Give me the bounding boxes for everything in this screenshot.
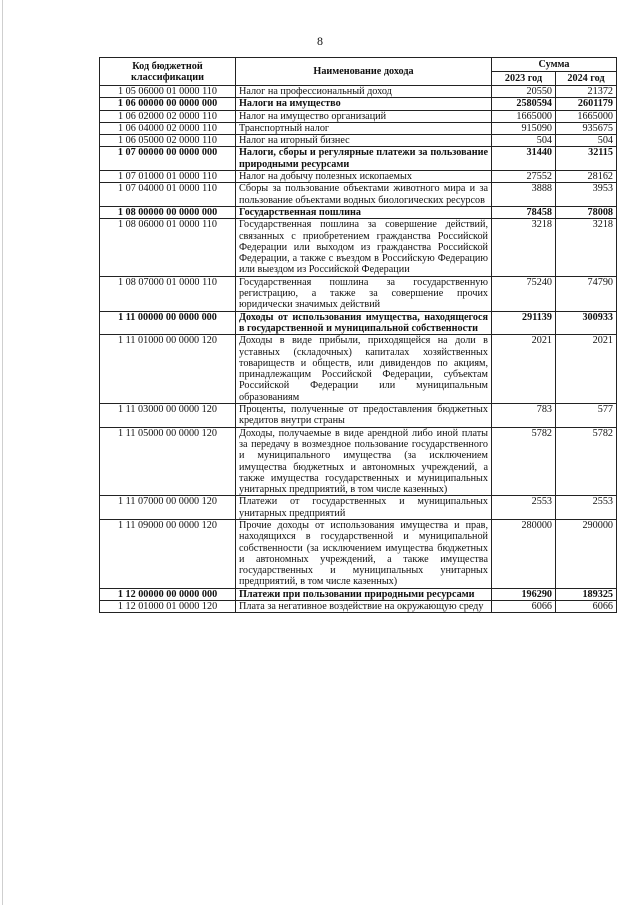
code-cell: 1 11 01000 00 0000 120 (100, 335, 236, 404)
table-row (100, 86, 617, 98)
amount-2023-cell: 2021 (492, 335, 556, 404)
name-cell: Налог на профессиональный доход (236, 86, 492, 98)
table-row (100, 122, 617, 134)
code-cell: 1 06 05000 02 0000 110 (100, 135, 236, 147)
table-row (100, 110, 617, 122)
amount-2023-cell: 27552 (492, 171, 556, 183)
name-cell: Налог на добычу полезных ископаемых (236, 171, 492, 183)
code-cell: 1 07 01000 01 0000 110 (100, 171, 236, 183)
amount-2024-cell: 21372 (556, 86, 617, 98)
amount-2024-cell: 78008 (556, 206, 617, 218)
table-row (100, 171, 617, 183)
name-cell: Государственная пошлина за государственную регистрацию, а также за совершение прочих юридически значимых действий (236, 276, 492, 311)
code-cell: 1 11 05000 00 0000 120 (100, 427, 236, 496)
name-cell: Налог на имущество организаций (236, 110, 492, 122)
amount-2024-cell: 32115 (556, 147, 617, 171)
header-name: Наименование дохода (236, 58, 492, 86)
code-cell: 1 11 07000 00 0000 120 (100, 496, 236, 520)
name-cell: Налог на игорный бизнес (236, 135, 492, 147)
amount-2023-cell: 5782 (492, 427, 556, 496)
table-row (100, 147, 617, 171)
amount-2023-cell: 2580594 (492, 98, 556, 110)
code-cell: 1 06 02000 02 0000 110 (100, 110, 236, 122)
code-cell: 1 12 01000 01 0000 120 (100, 601, 236, 613)
amount-2023-cell: 31440 (492, 147, 556, 171)
code-cell: 1 11 03000 00 0000 120 (100, 404, 236, 428)
page-number: 8 (317, 34, 323, 48)
code-cell: 1 12 00000 00 0000 000 (100, 588, 236, 600)
table-row (100, 135, 617, 147)
table-row (100, 276, 617, 311)
code-cell: 1 06 00000 00 0000 000 (100, 98, 236, 110)
scan-edge-line (2, 0, 3, 905)
table-row (100, 427, 617, 496)
name-cell: Государственная пошлина за совершение действий, связанных с приобретением гражданства Российской Федерации или выходом из гражданства Российской Федерации, а также с въездом в Российскую Федерацию или выездом из Российской Федерации (236, 219, 492, 276)
amount-2024-cell: 2601179 (556, 98, 617, 110)
amount-2023-cell: 1665000 (492, 110, 556, 122)
name-cell: Платежи от государственных и муниципальных унитарных предприятий (236, 496, 492, 520)
amount-2023-cell: 783 (492, 404, 556, 428)
amount-2023-cell: 3888 (492, 183, 556, 207)
amount-2024-cell: 935675 (556, 122, 617, 134)
amount-2024-cell: 3953 (556, 183, 617, 207)
amount-2024-cell: 189325 (556, 588, 617, 600)
name-cell: Налоги на имущество (236, 98, 492, 110)
name-cell: Налоги, сборы и регулярные платежи за пользование природными ресурсами (236, 147, 492, 171)
header-code: Код бюджетной классификации (100, 58, 236, 86)
amount-2023-cell: 504 (492, 135, 556, 147)
amount-2024-cell: 28162 (556, 171, 617, 183)
amount-2024-cell: 300933 (556, 311, 617, 335)
header-year-2023: 2023 год (492, 72, 556, 86)
amount-2023-cell: 2553 (492, 496, 556, 520)
table-row (100, 206, 617, 218)
amount-2024-cell: 2021 (556, 335, 617, 404)
name-cell: Сборы за пользование объектами животного мира и за пользование объектами водных биологических ресурсов (236, 183, 492, 207)
code-cell: 1 07 04000 01 0000 110 (100, 183, 236, 207)
code-cell: 1 08 06000 01 0000 110 (100, 219, 236, 276)
header-year-2024: 2024 год (556, 72, 617, 86)
name-cell: Государственная пошлина (236, 206, 492, 218)
header-sum: Сумма (492, 58, 617, 72)
name-cell: Прочие доходы от использования имущества и прав, находящихся в государственной и муниципальной собственности (за исключением имущества бюджетных и автономных учреждений, а также имущества государственных и муниципальных унитарных предприятий, в том числе казенных) (236, 519, 492, 588)
table-row (100, 335, 617, 404)
revenue-table (99, 57, 617, 613)
table-row (100, 588, 617, 600)
table-row (100, 496, 617, 520)
table-row (100, 183, 617, 207)
name-cell: Доходы, получаемые в виде арендной либо иной платы за передачу в возмездное пользование государственного и муниципального имущества (за исключением имущества бюджетных и автономных учреждений, а также имущества государственных и муниципальных унитарных предприятий, в том числе казенных) (236, 427, 492, 496)
name-cell: Проценты, полученные от предоставления бюджетных кредитов внутри страны (236, 404, 492, 428)
amount-2023-cell: 78458 (492, 206, 556, 218)
table-row (100, 601, 617, 613)
amount-2023-cell: 3218 (492, 219, 556, 276)
code-cell: 1 05 06000 01 0000 110 (100, 86, 236, 98)
amount-2024-cell: 6066 (556, 601, 617, 613)
code-cell: 1 08 07000 01 0000 110 (100, 276, 236, 311)
amount-2024-cell: 74790 (556, 276, 617, 311)
name-cell: Доходы в виде прибыли, приходящейся на доли в уставных (складочных) капиталах хозяйственных товариществ и обществ, или дивидендов по акциям, принадлежащим Российской Федерации, субъектам Российской Федерации или муниципальным образованиям (236, 335, 492, 404)
table-row (100, 311, 617, 335)
table-row (100, 519, 617, 588)
amount-2024-cell: 577 (556, 404, 617, 428)
amount-2024-cell: 5782 (556, 427, 617, 496)
code-cell: 1 06 04000 02 0000 110 (100, 122, 236, 134)
amount-2023-cell: 915090 (492, 122, 556, 134)
code-cell: 1 07 00000 00 0000 000 (100, 147, 236, 171)
code-cell: 1 08 00000 00 0000 000 (100, 206, 236, 218)
name-cell: Доходы от использования имущества, находящегося в государственной и муниципальной собственности (236, 311, 492, 335)
name-cell: Транспортный налог (236, 122, 492, 134)
code-cell: 1 11 00000 00 0000 000 (100, 311, 236, 335)
table-row (100, 219, 617, 276)
amount-2024-cell: 2553 (556, 496, 617, 520)
name-cell: Плата за негативное воздействие на окружающую среду (236, 601, 492, 613)
table-row (100, 98, 617, 110)
amount-2023-cell: 75240 (492, 276, 556, 311)
table-row (100, 404, 617, 428)
name-cell: Платежи при пользовании природными ресурсами (236, 588, 492, 600)
amount-2024-cell: 504 (556, 135, 617, 147)
amount-2024-cell: 290000 (556, 519, 617, 588)
amount-2024-cell: 3218 (556, 219, 617, 276)
amount-2023-cell: 196290 (492, 588, 556, 600)
table-header-row (100, 58, 617, 72)
amount-2023-cell: 6066 (492, 601, 556, 613)
amount-2023-cell: 291139 (492, 311, 556, 335)
amount-2024-cell: 1665000 (556, 110, 617, 122)
amount-2023-cell: 20550 (492, 86, 556, 98)
amount-2023-cell: 280000 (492, 519, 556, 588)
table-body (100, 86, 617, 613)
code-cell: 1 11 09000 00 0000 120 (100, 519, 236, 588)
